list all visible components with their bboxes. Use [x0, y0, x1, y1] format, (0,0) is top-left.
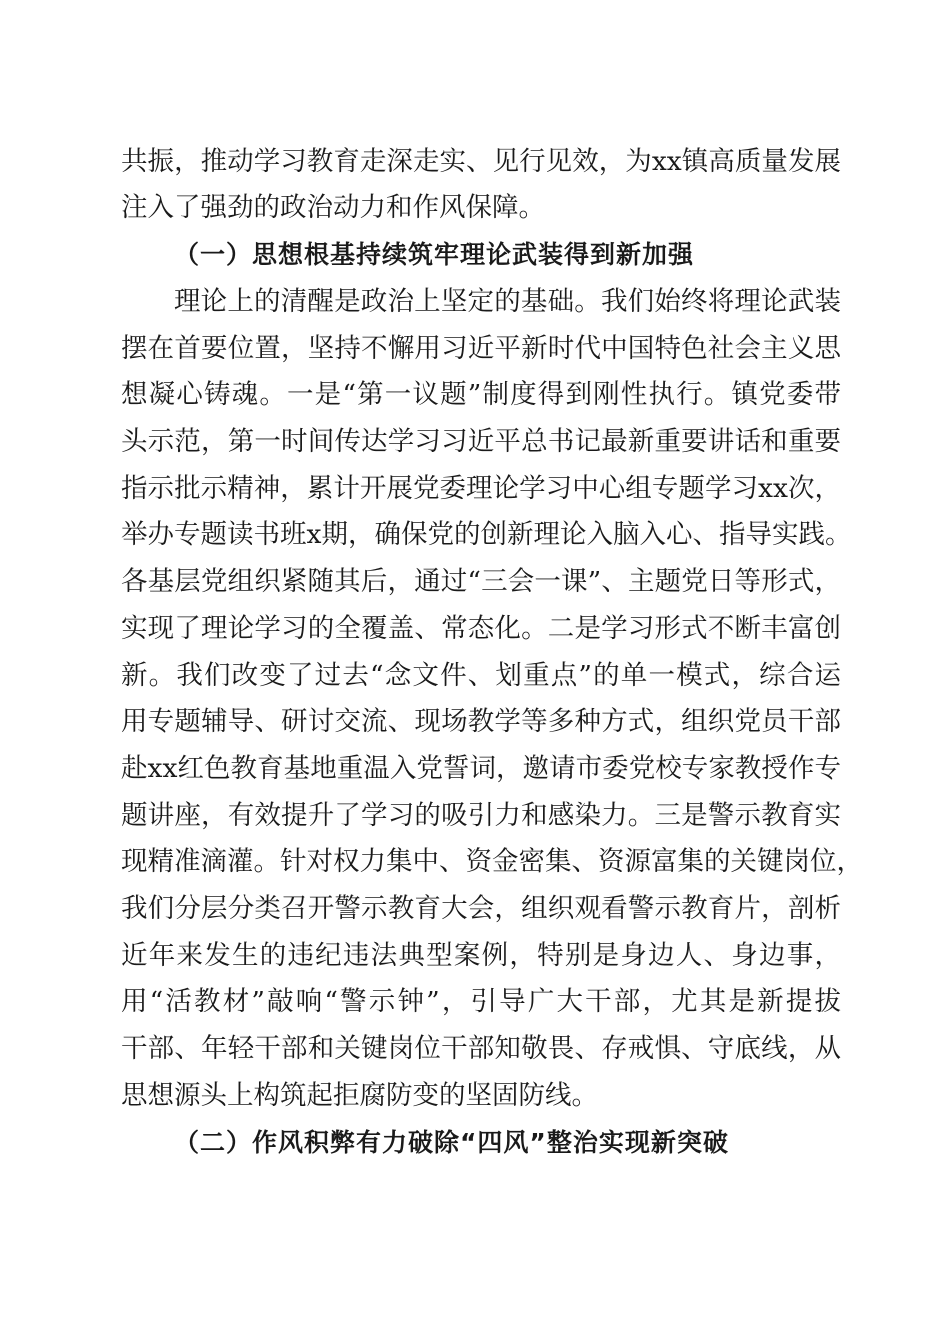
- paragraph-first-line: 理论上的清醒是政治上坚定的基础。我们始终将理论武装: [174, 286, 841, 317]
- body-text-line: 用专题辅导、研讨交流、现场教学等多种方式，组织党员干部: [121, 706, 841, 737]
- body-text-line: 我们分层分类召开警示教育大会，组织观看警示教育片，剖析: [121, 893, 841, 924]
- body-text-line: 头示范，第一时间传达学习习近平总书记最新重要讲话和重要: [121, 426, 841, 457]
- body-text-line: 新。我们改变了过去“念文件、划重点”的单一模式，综合运: [121, 660, 841, 691]
- body-text-line: 摆在首要位置，坚持不懈用习近平新时代中国特色社会主义思: [121, 333, 841, 364]
- section-heading-1: （一）思想根基持续筑牢理论武装得到新加强: [174, 240, 695, 269]
- body-text-line: 实现了理论学习的全覆盖、常态化。二是学习形式不断丰富创: [121, 613, 841, 644]
- body-text-line: 举办专题读书班x期，确保党的创新理论入脑入心、指导实践。: [121, 519, 852, 550]
- body-text-line: 共振，推动学习教育走深走实、见行见效，为xx镇高质量发展: [121, 146, 841, 177]
- body-text-line: 现精准滴灌。针对权力集中、资金密集、资源富集的关键岗位，: [121, 846, 863, 877]
- section-heading-2: （二）作风积弊有力破除“四风”整治实现新突破: [174, 1128, 729, 1157]
- body-text-line: 近年来发生的违纪违法典型案例，特别是身边人、身边事，: [121, 940, 841, 971]
- body-text-line: 思想源头上构筑起拒腐防变的坚固防线。: [121, 1080, 598, 1111]
- body-text-line: 赴xx红色教育基地重温入党誓词，邀请市委党校专家教授作专: [121, 753, 841, 784]
- body-text-line: 干部、年轻干部和关键岗位干部知敬畏、存戒惧、守底线，从: [121, 1033, 841, 1064]
- body-text-line: 指示批示精神，累计开展党委理论学习中心组专题学习xx次，: [121, 473, 841, 504]
- body-text-line: 想凝心铸魂。一是“第一议题”制度得到刚性执行。镇党委带: [121, 379, 841, 410]
- body-text-line: 题讲座，有效提升了学习的吸引力和感染力。三是警示教育实: [121, 800, 841, 831]
- body-text-line: 注入了强劲的政治动力和作风保障。: [121, 192, 545, 223]
- body-text-line: 各基层党组织紧随其后，通过“三会一课”、主题党日等形式，: [121, 566, 841, 597]
- body-text-line: 用“活教材”敲响“警示钟”，引导广大干部，尤其是新提拔: [121, 986, 841, 1017]
